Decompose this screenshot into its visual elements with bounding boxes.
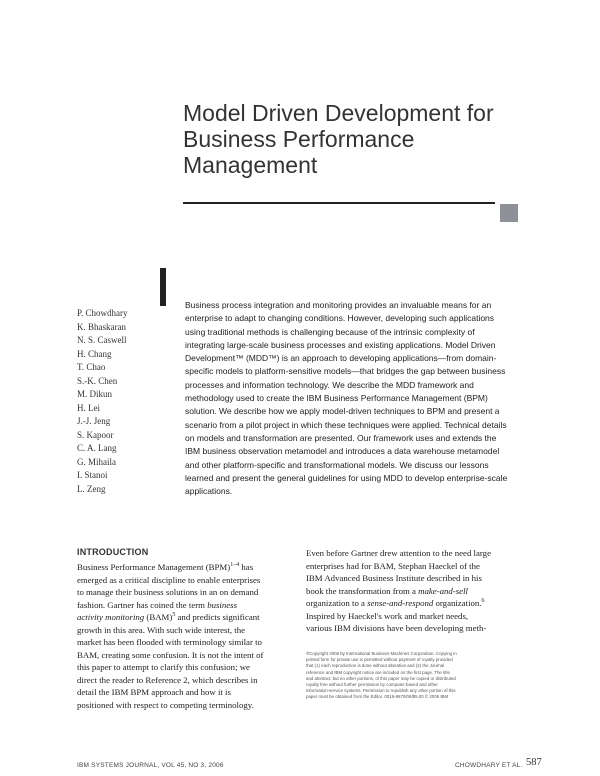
decorative-square [500,204,518,222]
title-rule [183,202,495,204]
author: H. Chang [77,348,112,359]
author: S. Kapoor [77,429,114,440]
footer-author: CHOWDHARY ET AL. [455,762,523,769]
body-line: direct the reader to Reference 2, which describes in [77,674,258,685]
abstract-line: specific models to platform-sensitive models—that bridges the gap between business [185,366,506,377]
paper-title [183,100,523,178]
body-line: BAM, creating some confusion. It is not the intent of [77,649,264,660]
body-line: to manage their business solutions in an on demand [77,587,259,597]
body-line: Even before Gartner drew attention to the need large [306,548,491,558]
author: M. Dikun [77,389,113,399]
body-line: emerged as a critical discipline to enable enterprises [77,574,261,585]
reference-superscript: 1–4 [230,562,240,569]
author: S.-K. Chen [77,375,118,386]
author: N. S. Caswell [77,335,127,345]
body-line: Inspired by Haeckel's work and market needs, [306,610,469,621]
reference-superscript: 5 [172,612,176,619]
intro-left-column [77,561,292,711]
intro-right-column [306,547,524,635]
copyright-line: and abstract, but no other portions, of this paper may be copied or distributed [306,675,456,681]
abstract-line: on models and transformation are presented. Our framework uses and extends the [185,432,497,443]
page-number: 587 [526,757,542,768]
author: I. Stanoi [77,470,108,480]
reference-superscript: 6 [481,598,485,605]
abstract-line: solution. We describe how we apply model-driven techniques to BPM and present a [185,406,500,417]
abstract-line: Business process integration and monitoring provides an invaluable means for an [185,300,492,310]
body-line: positioned with respect to competing terminology. [77,699,254,710]
body-line: enterprises had for BAM, Stephan Haeckel of the [306,560,480,571]
title-line-1: Model Driven Development for [183,100,494,126]
author: K. Bhaskaran [77,321,126,332]
abstract-line: scenario from a pilot project in which these techniques were applied. Technical details [185,419,507,430]
section-heading-introduction: INTRODUCTION [77,547,149,557]
body-line: growth in this area. With such wide interest, the [77,624,246,635]
body-line: activity monitoring (BAM)$^5$ and predicts significant [77,612,260,622]
body-line: book the transformation from a make-and-sell [306,585,468,596]
author: H. Lei [77,402,100,413]
author-list [77,307,128,496]
author: C. A. Lang [77,443,117,453]
abstract-line: processes and information technology. We describe the MDD framework and [185,379,474,390]
copyright-line: paper must be obtained from the Editor. 0018-8670/06/$5.00 © 2006 IBM [306,694,449,700]
abstract-line: methodology used to create the IBM Business Performance Management (BPM) [185,393,488,404]
body-line: this paper to attempt to clarify this confusion; we [77,662,250,672]
body-line: IBM Advanced Business Institute described in his [306,573,482,583]
copyright-line: printed form for private use is permitted without payment of royalty provided [306,657,453,663]
footer-journal: IBM SYSTEMS JOURNAL, VOL 45, NO 3, 2006 [77,762,224,769]
abstract-line: learned and present the general guidelines for using MDD to develop enterprise-scale [185,472,508,483]
abstract-line: enterprise to adapt to changing conditions. However, developing such applications [185,313,495,324]
copyright-line: ®Copyright 2006 by International Business Machines Corporation. Copying in [306,651,457,656]
abstract-marker-bar [160,268,166,306]
body-line: fashion. Gartner has coined the term business [77,599,238,610]
abstract-line: and other platform-specific and transformational models. We discuss our lessons [185,459,489,470]
author: P. Chowdhary [77,308,128,318]
abstract [185,299,525,498]
abstract-line: using traditional methods is challenging because of the intrinsic complexity of [185,326,475,337]
author: J.-J. Jeng [77,416,111,426]
author: L. Zeng [77,483,106,494]
copyright-notice [306,651,528,701]
copyright-line: information-service systems. Permission to republish any other portion of this [306,688,456,694]
abstract-line: integrating large-scale business processes and existing applications. Model Driven [185,339,496,350]
abstract-line: applications. [185,486,233,497]
abstract-line: Development™ (MDD™) is an approach to developing applications—from domain- [185,353,497,364]
copyright-line: reference and IBM copyright notice are included on the first page. The title [306,669,450,675]
abstract-line: IBM business observation metamodel and introduces a data warehouse metamodel [185,446,500,457]
body-line: Business Performance Management (BPM)$^{1-4}$ has [77,562,254,572]
body-line: detail the IBM BPM approach and how it is [77,687,231,697]
author: T. Chao [77,362,106,372]
author: G. Mihaila [77,456,116,467]
copyright-line: royalty free without further permission by computer-based and other [306,682,438,688]
body-line: various IBM divisions have been developing meth- [306,623,487,633]
body-line: organization to a sense-and-respond organization.$^6$ [306,598,485,608]
copyright-line: that (1) each reproduction is done without alteration and (2) the Journal [306,663,445,669]
title-line-3: Management [183,152,318,178]
body-line: market has been flooded with terminology similar to [77,637,262,647]
title-line-2: Business Performance [183,126,415,152]
